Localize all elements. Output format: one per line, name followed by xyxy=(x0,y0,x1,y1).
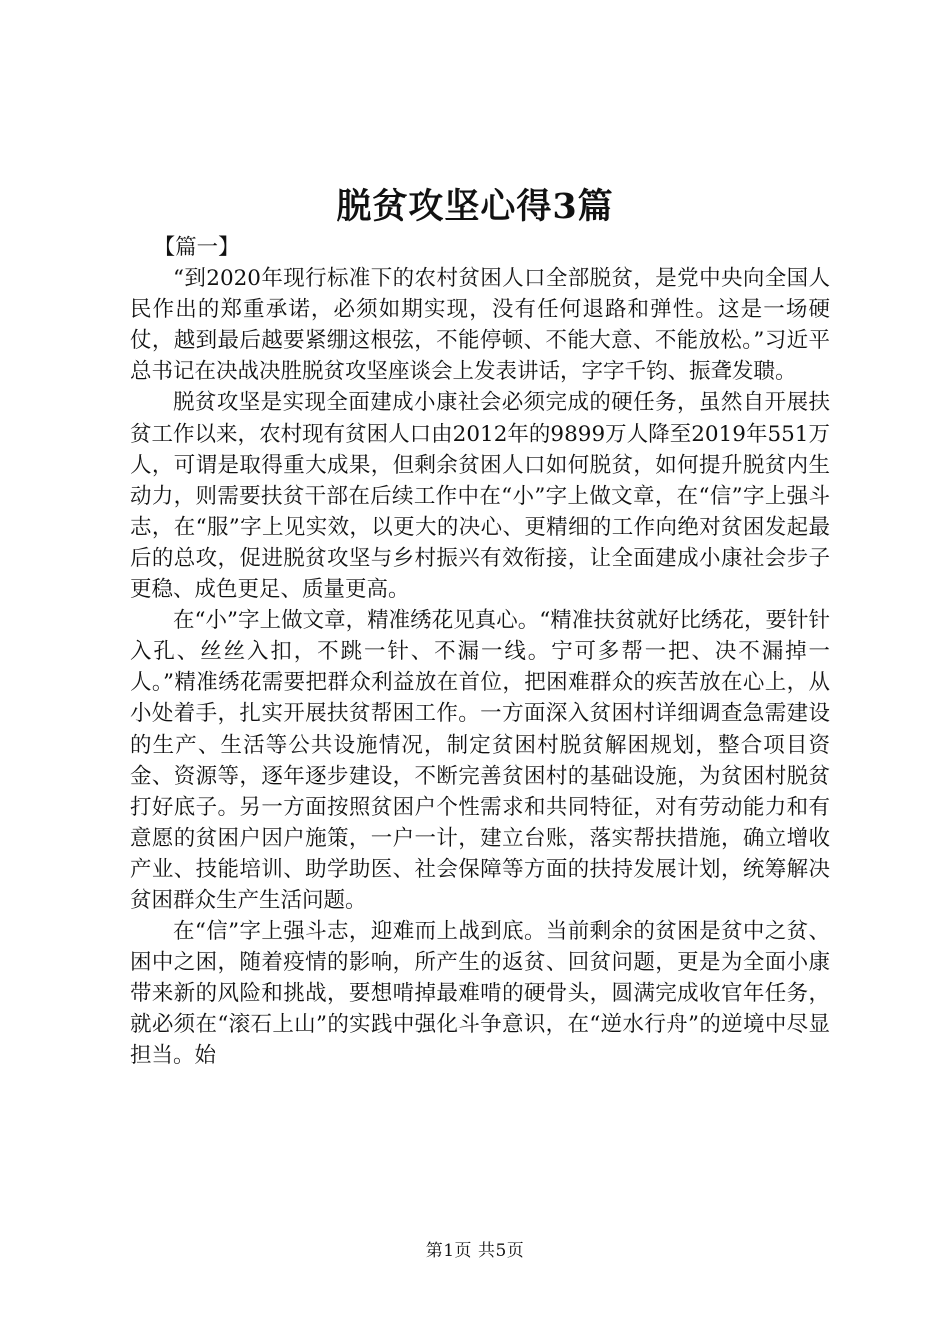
document-title: 脱贫攻坚心得3篇 xyxy=(336,186,614,227)
paragraph-4: 在“信”字上强斗志，迎难而上战到底。当前剩余的贫困是贫中之贫、困中之困，随着疫情的影响，所产生的返贫、回贫问题，更是为全面小康带来新的风险和挑战，要想啃掉最难啃的硬骨头，圆满完成收官年任务，就必须在“滚石上山”的实践中强化斗争意识，在“逆水行舟”的逆境中尽显担当。始 xyxy=(130,919,830,1069)
section-heading: 【篇一】 xyxy=(153,235,240,260)
page-number: 第1页 共5页 xyxy=(425,1241,525,1261)
paragraph-2: 脱贫攻坚是实现全面建成小康社会必须完成的硬任务，虽然自开展扶贫工作以来，农村现有贫困人口由2012年的9899万人降至2019年551万人，可谓是取得重大成果，但剩余贫困人口如何脱贫，如何提升脱贫内生动力，则需要扶贫干部在后续工作中在“小”字上做文章，在“信”字上强斗志，在“服”字上见实效，以更大的决心、更精细的工作向绝对贫困发起最后的总攻，促进脱贫攻坚与乡村振兴有效衔接，让全面建成小康社会步子更稳、成色更足、质量更高。 xyxy=(130,390,830,603)
document-body xyxy=(130,232,830,1072)
paragraph-3: 在“小”字上做文章，精准绣花见真心。“精准扶贫就好比绣花，要针针入孔、丝丝入扣，不跳一针、不漏一线。宁可多帮一把、决不漏掉一人。”精准绣花需要把群众利益放在首位，把困难群众的疾苦放在心上，从小处着手，扎实开展扶贫帮困工作。一方面深入贫困村详细调查急需建设的生产、生活等公共设施情况，制定贫困村脱贫解困规划，整合项目资金、资源等，逐年逐步建设，不断完善贫困村的基础设施，为贫困村脱贫打好底子。另一方面按照贫困户个性需求和共同特征，对有劳动能力和有意愿的贫困户因户施策，一户一计，建立台账，落实帮扶措施，确立增收产业、技能培训、助学助医、社会保障等方面的扶持发展计划，统筹解决贫困群众生产生活问题。 xyxy=(130,608,830,913)
paragraph-1: “到2020年现行标准下的农村贫困人口全部脱贫，是党中央向全国人民作出的郑重承诺，必须如期实现，没有任何退路和弹性。这是一场硬仗，越到最后越要紧绷这根弦，不能停顿、不能大意、不能放松。”习近平总书记在决战决胜脱贫攻坚座谈会上发表讲话，字字千钧、振聋发聩。 xyxy=(130,266,830,385)
